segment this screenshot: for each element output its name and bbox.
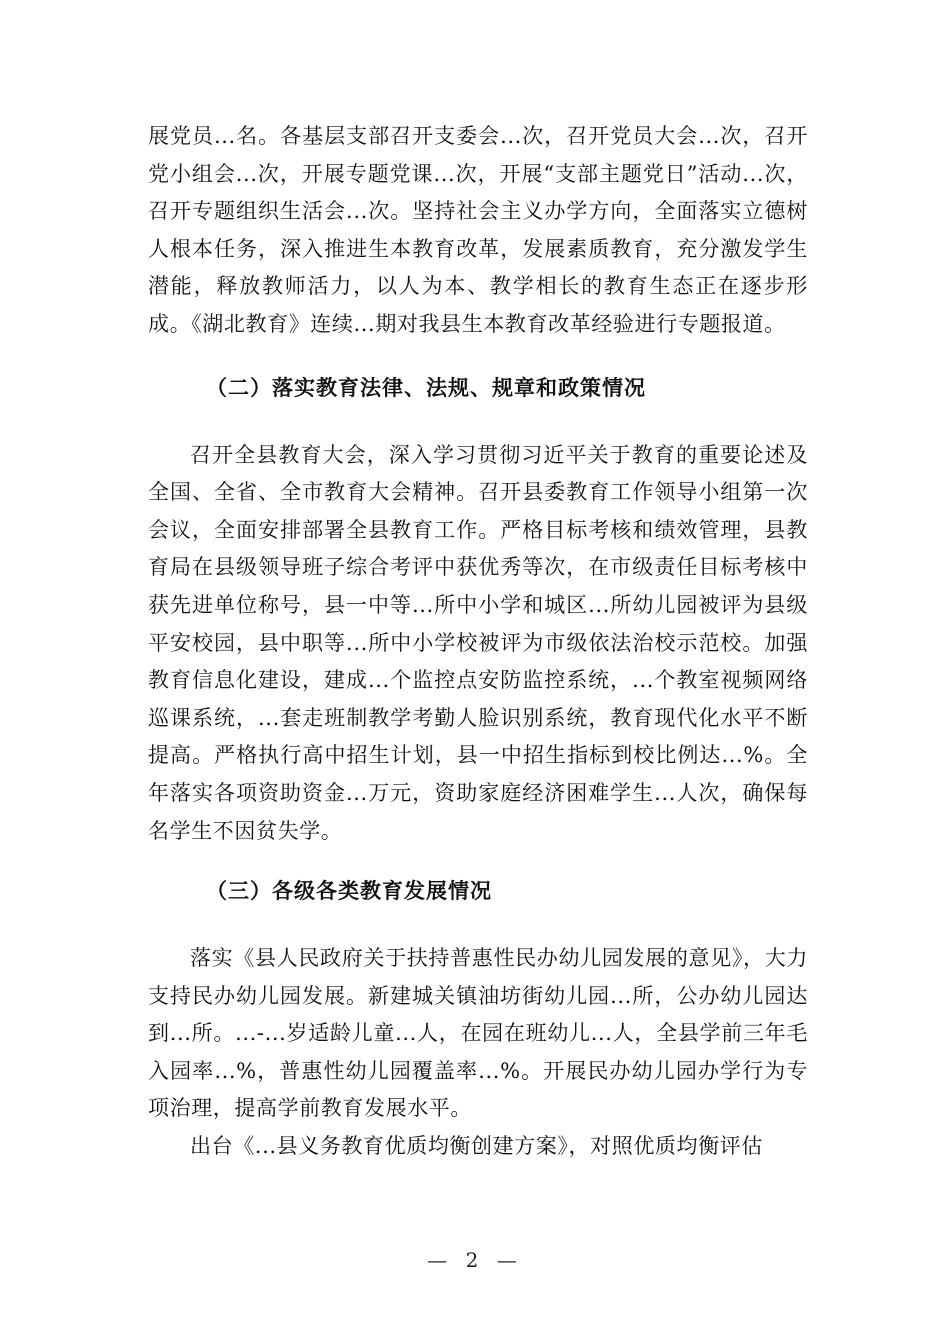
page-number: — 2 — [427, 1248, 523, 1272]
paragraph-laws-policies: 召开全县教育大会，深入学习贯彻习近平关于教育的重要论述及全国、全省、全市教育大会精神。召开县委教育工作领导小组第一次会议，全面安排部署全县教育工作。严格目标考核和绩效管理，县教育局在县级领导班子综合考评中获优秀等次，在市级责任目标考核中获先进单位称号，县一中等...所中小学和城区...所幼儿园被评为县级平安校园，县中职等...所中小学校被评为市级依法治校示范校。加强教育信息化建设，建成...个监控点安防监控系统，...个教室视频网络巡课系统，...套走班制教学考勤人脸识别系统，教育现代化水平不断提高。严格执行高中招生计划，县一中招生指标到校比例达...%。全年落实各项资助资金...万元，资助家庭经济困难学生...人次，确保每名学生不因贫失学。 [148, 442, 808, 843]
paragraph-party-building-continuation: 展党员...名。各基层支部召开支委会...次，召开党员大会...次，召开党小组会...次，开展专题党课...次，开展“支部主题党日”活动...次，召开专题组织生活会...次。坚持社会主义办学方向，全面落实立德树人根本任务，深入推进生本教育改革，发展素质教育，充分激发学生潜能，释放教师活力，以人为本、教学相长的教育生态正在逐步形成。《湖北教育》连续...期对我县生本教育改革经验进行专题报道。 [148, 124, 808, 336]
paragraph-compulsory-education: 出台《...县义务教育优质均衡创建方案》，对照优质均衡评估 [190, 1134, 763, 1159]
document-body [148, 118, 808, 1166]
paragraph-preschool-education: 落实《县人民政府关于扶持普惠性民办幼儿园发展的意见》，大力支持民办幼儿园发展。新建城关镇油坊街幼儿园...所，公办幼儿园达到...所。...-...岁适龄儿童...人，在园在班幼儿...人，全县学前三年毛入园率...%，普惠性幼儿园覆盖率...%。开展民办幼儿园办学行为专项治理，提高学前教育发展水平。 [148, 946, 808, 1121]
section-heading-laws-policies: （二）落实教育法律、法规、规章和政策情况 [206, 375, 646, 400]
section-heading-education-development: （三）各级各类教育发展情况 [206, 879, 492, 904]
